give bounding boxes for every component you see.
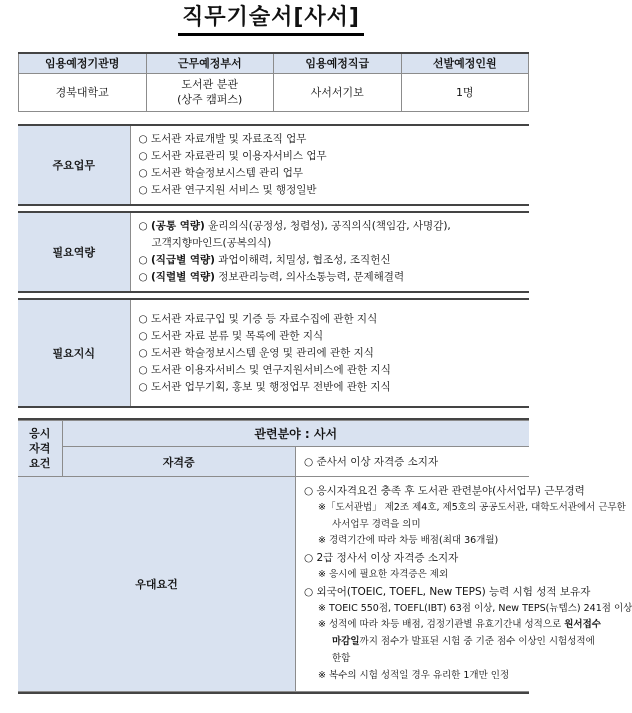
competency-series-text: 정보관리능력, 의사소통능력, 문제해결력 — [214, 271, 405, 283]
preference-note: 사서업무 경력을 의미 — [332, 518, 421, 530]
preference-item: ○ 응시자격요건 충족 후 도서관 관련분야(사서업무) 근무경력 — [304, 485, 585, 497]
page-title: 직무기술서[사서] — [178, 4, 364, 36]
duty-item: ○ 도서관 학술정보시스템 관리 업무 — [138, 167, 304, 179]
competency-grade — [139, 252, 522, 269]
bullet: ○ — [138, 254, 151, 266]
preference-note: ※ 복수의 시험 성적일 경우 유리한 1개만 인정 — [318, 669, 510, 681]
competency-content — [130, 213, 529, 291]
dept-value — [146, 73, 274, 111]
note-emphasis: 원서접수 — [564, 619, 601, 631]
note-emphasis: 마감일 — [332, 636, 360, 648]
competency-label: 필요역량 — [18, 213, 130, 291]
count-value: 1명 — [401, 73, 529, 111]
header-dept: 근무예정부서 — [146, 53, 274, 73]
grade-value: 사서서기보 — [274, 73, 402, 111]
duty-item: ○ 도서관 연구지원 서비스 및 행정일반 — [138, 184, 317, 196]
competency-grade-tag: (직급별 역량) — [151, 254, 215, 266]
knowledge-label: 필요지식 — [18, 300, 130, 406]
bullet: ○ — [138, 220, 151, 232]
preference-note: ※ TOEIC 550점, TOEFL(IBT) 63점 이상, New TEPS(뉴텝스) 241점 이상 — [318, 602, 632, 614]
competency-section — [18, 211, 529, 293]
bullet: ○ — [138, 271, 151, 283]
side-label-line: 자격 — [29, 442, 51, 455]
competency-common-tag: (공통 역량) — [151, 220, 205, 232]
duties-content — [130, 126, 529, 204]
knowledge-item: ○ 도서관 업무기획, 홍보 및 행정업무 전반에 관한 지식 — [138, 380, 391, 393]
competency-common-text: 윤리의식(공정성, 청렴성), 공직의식(책임감, 사명감), — [204, 220, 451, 232]
knowledge-section — [18, 298, 529, 408]
header-grade: 임용예정직급 — [274, 53, 402, 73]
title-wrap — [0, 4, 542, 36]
cert-value: ○ 준사서 이상 자격증 소지자 — [296, 447, 530, 477]
duties-section — [18, 124, 529, 206]
note-text: 까지 점수가 발표된 시험 중 기준 점수 이상인 시험성적에 — [359, 636, 595, 648]
competency-common — [139, 218, 522, 235]
agency-value: 경북대학교 — [19, 73, 147, 111]
competency-series — [139, 269, 522, 286]
preference-note — [304, 634, 595, 651]
preference-note — [304, 617, 601, 634]
knowledge-content — [130, 300, 529, 406]
competency-grade-text: 과업이해력, 치밀성, 협조성, 조직헌신 — [214, 254, 391, 266]
info-table — [18, 52, 529, 112]
preference-note: ※ 경력기간에 따라 차등 배점(최대 36개월) — [318, 535, 499, 547]
side-label-line: 요건 — [29, 457, 51, 470]
note-text: ※ 성적에 따라 차등 배점, 검정기관별 유효기간내 성적으로 — [318, 619, 565, 631]
conditions-section — [18, 418, 632, 694]
dept-line-2: (상주 캠퍼스) — [177, 93, 243, 106]
conditions-side-label — [18, 421, 62, 477]
cert-label: 자격증 — [62, 447, 296, 477]
preference-note: ※「도서관법」 제2조 제4호, 제5호의 공공도서관, 대학도서관에서 근무한 — [318, 501, 626, 513]
preference-label: 우대요건 — [18, 477, 296, 692]
duties-label: 주요업무 — [18, 126, 130, 204]
header-agency: 임용예정기관명 — [19, 53, 147, 73]
side-label-line: 응시 — [29, 427, 51, 440]
knowledge-item: ○ 도서관 학술정보시스템 운영 및 관리에 관한 지식 — [138, 346, 374, 359]
preference-item: ○ 2급 정사서 이상 자격증 소지자 — [304, 552, 459, 565]
knowledge-item: ○ 도서관 이용자서비스 및 연구지원서비스에 관한 지식 — [138, 363, 391, 376]
competency-common-cont: 고객지향마인드(공복의식) — [151, 237, 272, 249]
header-count: 선발예정인원 — [401, 53, 529, 73]
preference-note: 한함 — [332, 652, 351, 664]
preference-item: ○ 외국어(TOEIC, TOEFL, New TEPS) 능력 시험 성적 보유자 — [304, 585, 591, 598]
competency-series-tag: (직렬별 역량) — [151, 271, 215, 283]
related-field: 관련분야 : 사서 — [62, 421, 529, 447]
duty-item: ○ 도서관 자료관리 및 이용자서비스 업무 — [138, 150, 327, 162]
preference-note: ※ 응시에 필요한 자격증은 제외 — [318, 568, 449, 580]
knowledge-item: ○ 도서관 자료구입 및 기증 등 자료수집에 관한 지식 — [138, 312, 378, 325]
knowledge-item: ○ 도서관 자료 분류 및 목록에 관한 지식 — [138, 329, 324, 342]
preference-content — [296, 477, 632, 692]
duty-item: ○ 도서관 자료개발 및 자료조직 업무 — [138, 133, 307, 145]
dept-line-1: 도서관 분관 — [181, 78, 239, 91]
